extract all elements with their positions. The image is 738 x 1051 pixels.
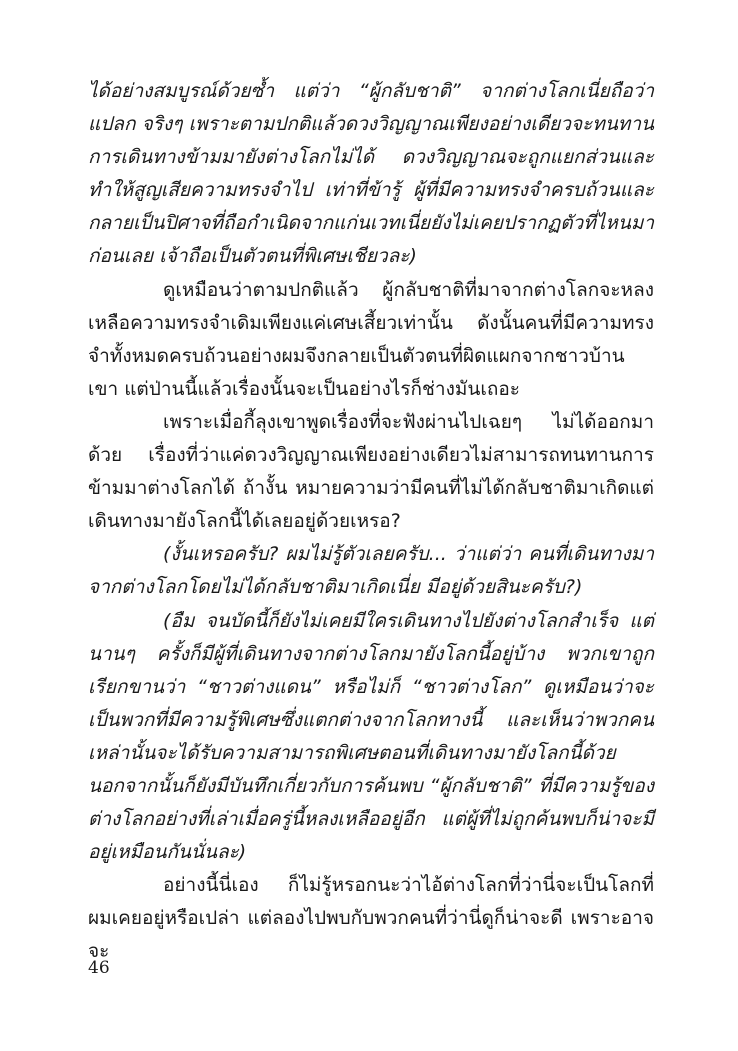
paragraph-6: อย่างนี้นี่เอง ก็ไม่รู้หรอกนะว่าไอ้ต่างโลกที่ว่านี่จะเป็นโลกที่ผมเคยอยู่หรือเปล่า แต่ลองไปพบกับพวกคนที่ว่านี่ดูก็น่าจะดี เพราะอาจจะ [88,874,654,963]
paragraph-2: ดูเหมือนว่าตามปกติแล้ว ผู้กลับชาติที่มาจากต่างโลกจะหลงเหลือความทรงจำเดิมเพียงแค่เศษเสี้ยวเท่านั้น ดังนั้นคนที่มีความทรงจำทั้งหมดครบถ้วนอย่างผมจึงกลายเป็นตัวตนที่ผิดแผกจากชาวบ้านเขา แต่ป่านนี้แล้วเรื่องนั้นจะเป็นอย่างไรก็ช่างมันเถอะ [88,278,654,400]
paragraph-3: เพราะเมื่อกี้ลุงเขาพูดเรื่องที่จะฟังผ่านไปเฉยๆ ไม่ได้ออกมาด้วย เรื่องที่ว่าแค่ดวงวิญญาณเพียงอย่างเดียวไม่สามารถทนทานการข้ามมาต่างโลกได้ ถ้างั้น หมายความว่ามีคนที่ไม่ได้กลับชาติมาเกิดแต่เดินทางมายังโลกนี้ได้เลยอยู่ด้วยเหรอ? [88,410,654,533]
page-number: 46 [88,958,110,978]
paragraph-4: (งั้นเหรอครับ? ผมไม่รู้ตัวเลยครับ... ว่าแต่ว่า คนที่เดินทางมาจากต่างโลกโดยไม่ได้กลับชาติมาเกิดเนี่ย มีอยู่ด้วยสินะครับ?) [88,543,654,599]
paragraph-5: (อืม จนบัดนี้ก็ยังไม่เคยมีใครเดินทางไปยังต่างโลกสำเร็จ แต่นานๆ ครั้งก็มีผู้ที่เดินทางจากต่างโลกมายังโลกนี้อยู่บ้าง พวกเขาถูกเรียกขานว่า “ชาวต่างแดน” หรือไม่ก็ “ชาวต่างโลก” ดูเหมือนว่าจะเป็นพวกที่มีความรู้พิเศษซึ่งแตกต่างจากโลกทางนี้ และเห็นว่าพวกคนเหล่านั้นจะได้รับความสามารถพิเศษตอนที่เดินทางมายังโลกนี้ด้วย นอกจากนั้นก็ยังมีบันทึกเกี่ยวกับการค้นพบ “ผู้กลับชาติ” ที่มีความรู้ของต่างโลกอย่างที่เล่าเมื่อครู่นี้หลงเหลืออยู่อีก แต่ผู้ที่ไม่ถูกค้นพบก็น่าจะมีอยู่เหมือนกันนั่นละ) [88,609,654,864]
page-body [88,75,654,969]
paragraph-1: ได้อย่างสมบูรณ์ด้วยซ้ำ แต่ว่า “ผู้กลับชาติ” จากต่างโลกเนี่ยถือว่าแปลก จริงๆ เพราะตามปกติแล้วดวงวิญญาณเพียงอย่างเดียวจะทนทานการเดินทางข้ามมายังต่างโลกไม่ได้ ดวงวิญญาณจะถูกแยกส่วนและทำให้สูญเสียความทรงจำไป เท่าที่ข้ารู้ ผู้ที่มีความทรงจำครบถ้วนและกลายเป็นปิศาจที่ถือกำเนิดจากแก่นเวทเนี่ยยังไม่เคยปรากฏตัวที่ไหนมาก่อนเลย เจ้าถือเป็นตัวตนที่พิเศษเชียวละ) [88,80,655,268]
